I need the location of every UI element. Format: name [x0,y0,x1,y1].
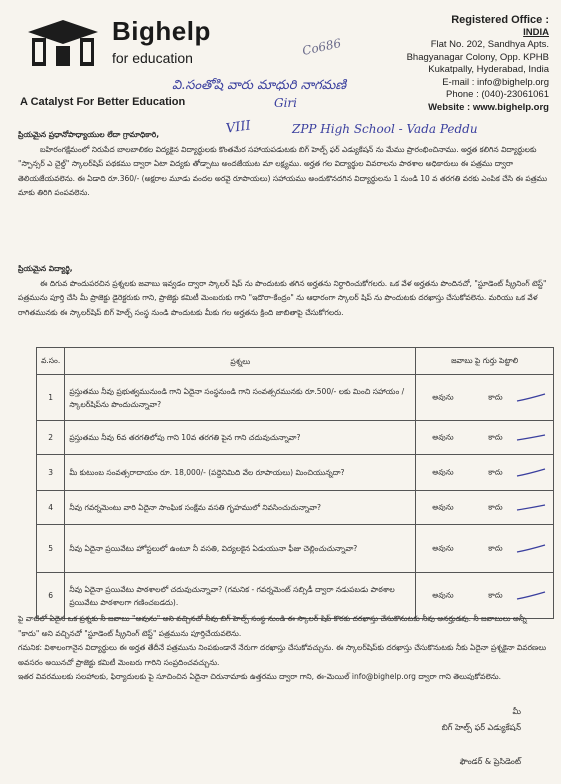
row-number: 3 [37,455,65,491]
answer-cell[interactable] [416,525,554,573]
student-section [18,262,548,320]
handwritten-tick-icon [516,433,546,443]
answer-no[interactable]: కాదు [488,392,503,401]
intro-section [18,128,548,201]
handwritten-school: ZPP High School - Vada Peddu [292,122,478,136]
table-row [37,491,554,525]
eligibility-table [36,347,554,619]
answer-no[interactable]: కాదు [488,432,503,441]
footer-paragraph-3: ఇతర వివరములకు సలహాలకు, ఫిర్యాదులకు పై సూచించిన ఏదైనా చిరునామాకు ఉత్తరము ద్వారా గాని, ఈ-మెయిల్ info@bighelp.org ద్వారా గాని తెలుపుకోవలెను. [18,672,502,681]
signature-org: బిగ్ హెల్ప్ ఫర్ ఎడ్యుకేషన్ [441,723,521,732]
header-questions: ప్రశ్నలు [65,348,416,375]
row-question: నీవు ఏదైనా ప్రయివేటు హోస్టలులో ఉంటూ నీ వసతి, విద్యలకైన ఏడుయునా ఫీజు చెల్లించుచున్నావా? [65,525,416,573]
answer-yes[interactable]: అవును [432,392,454,401]
answer-no[interactable]: కాదు [488,502,503,511]
office-line1: Flat No. 202, Sandhya Apts. [430,39,549,50]
intro-paragraph: బహిరంగక్షేమంలో నిరుపేద బాలబాలికల విద్యకైన విద్యార్థులకు కొంతమేర సహాయపడుటకు బిగ్ హెల్ప్ ఫర్ ఎడ్యుకేషన్ ను మేము ప్రారంభించినాము. అర్హత కలిగిన విద్యార్థులకు "స్పాన్సర్ ఎ చైల్డ్" స్కాలర్‌షిప్ పథకము ద్వారా ఏటా విద్యకు తోడ్పాటు అందజేయుట మా లక్ష్యము. అర్హత గల విద్యార్థుల వివరాలను పాఠశాల అధికారులు ఈ పత్రము ద్వారా తెలియజేయవలెను. ఈ ఏడాది రూ.360/- (అక్షరాల మూడు వందల అరవై రూపాయలు) సహాయము అందుకొనదగిన విద్యార్థులను 1 నుండి 10 వ తరగతి వరకు ఎంపిక చేసి ఈ పత్రము మాకు తిరిగి పంపవలెను. [18,144,548,197]
row-question: నీవు గవర్నమెంటు వారి ఏదైనా సాంఘిక సంక్షేమ వసతి గృహములో నివసించుచున్నావా? [65,491,416,525]
row-number: 5 [37,525,65,573]
answer-yes[interactable]: అవును [432,502,454,511]
footer-paragraph-2: గమనిక: విశాలంగానైన విద్యార్థులు ఈ అర్హత తేదీనే పత్రమును నింపకుండానే నేరుగా దరఖాస్తు చేసుకోవచ్చును. ఈ స్కాలర్‌షిప్‌కు దరఖాస్తు చేసుకొనుటకు నీకు ఏదైనా ప్రశ్నకైనా వివరణలు అవసరం అయినచో ప్రాజెక్టు కమిటీ మెంబరు గారిని సంప్రదించవచ్చును. [18,643,547,667]
row-number: 6 [37,573,65,619]
footer-section [18,612,548,685]
answer-no[interactable]: కాదు [488,590,503,599]
handwritten-tick-icon [516,468,546,478]
handwritten-tick-icon [516,544,546,554]
table-header-row [37,348,554,375]
office-website: Website : www.bighelp.org [428,101,549,113]
answer-cell[interactable] [416,491,554,525]
table-row [37,525,554,573]
brand-subtitle: for education [112,50,193,66]
registered-office [329,14,549,114]
table-row [37,455,554,491]
tagline: A Catalyst For Better Education [20,96,186,108]
answer-cell[interactable] [416,421,554,455]
signature-block [442,704,521,770]
answer-no[interactable]: కాదు [488,543,503,552]
answer-yes[interactable]: అవును [432,590,454,599]
salutation-headmaster: ప్రియమైన ప్రధానోపాధ్యాయుల లేదా గ్రామాధికారి, [18,130,160,139]
footer-paragraph-1: పై వాటిలో ఏదైన ఒక ప్రశ్నకు నీ జవాబు "అవును" అని వచ్చినచో నీవు బిగ్ హెల్ప్ సంస్థ నుండి ఈ స్కాలర్ షిప్ కొరకు దరఖాస్తు చేసుకొనుటకు నీవు అనర్హుడవు. నీ జవాబులు అన్నీ "కాదు" అని వచ్చినచో "స్టూడెంట్ స్క్రీనింగ్ టెస్ట్" పత్రమును పూర్తిచేయవలెను. [18,614,527,638]
row-number: 4 [37,491,65,525]
handwritten-tick-icon [516,393,546,403]
handwritten-tick-icon [516,503,546,513]
brand-name: Bighelp [112,16,211,46]
office-heading: Registered Office : [451,14,549,26]
student-paragraph: ఈ దిగువ పొందుపరచిన ప్రశ్నలకు జవాబు ఇవ్వడం ద్వారా స్కాలర్ షిప్ ను పొందుటకు తగిన అర్హతను నిర్ధారించుకోగలరు. ఒక వేళ అర్హతను పొందినచో, "స్టూడెంట్ స్క్రీనింగ్ టెస్ట్" పత్రమును పూర్తి చేసి మీ ప్రాజెక్టు డైరెక్టరుకు గాని, ప్రాజెక్టు కమిటీ మెంబరుకు గాని "ఇదొరా-కేంద్రం" ను ఆధారంగా స్కాలర్ షిప్ ను పొందుటకు దరఖాస్తు చేసుకోవలెను. మరియు ఒక వేళ రాగితమునకు ఈ స్కాలర్‌షిప్ బిగ్ హెల్ప్ సంస్థ నుండి పొందుటకు మీకు గల అర్హతను క్రింది జాబితాపై చేసుకోగలరు. [18,278,547,317]
office-line2: Bhagyanagar Colony, Opp. KPHB [406,51,549,63]
row-number: 2 [37,421,65,455]
office-country: INDIA [523,26,549,38]
handwritten-city: Giri [274,96,297,110]
signature-yours: మీ [512,707,521,716]
signature-title: ఫౌండర్ & ప్రెసిడెంట్ [459,757,521,766]
handwritten-tick-icon [516,591,546,601]
answer-no[interactable]: కాదు [488,467,503,476]
row-question: మీ కుటుంబ సంవత్సరాదాయం రూ. 18,000/- (పద్దెనిమిది వేల రూపాయలు) మించియున్నదా? [65,455,416,491]
handwritten-code: Co686 [300,36,343,58]
answer-cell[interactable] [416,455,554,491]
header-serial: వ.సం. [37,348,65,375]
handwritten-class: VIII [225,118,252,137]
answer-yes[interactable]: అవును [432,543,454,552]
office-line3: Kukatpally, Hyderabad, India [428,64,549,75]
office-email: E-mail : info@bighelp.org [442,76,549,88]
answer-yes[interactable]: అవును [432,432,454,441]
row-question: నీవు ఏదైనా ప్రయివేటు పాఠశాలలో చదువుచున్నావా? (గమనిక - గవర్నమెంట్ సబ్సిడీ ద్వారా నడుపబడు పాఠశాల ప్రయివేటు పాఠశాలగా గణించబడదు). [65,573,416,619]
table-row [37,421,554,455]
bighelp-logo-icon [24,18,102,70]
handwritten-student-name: వి.సంతోషి వారు మాధురి నాగమణి [172,78,347,93]
header-answer: జవాబు పై గుర్తు పెట్టాలి [416,348,554,375]
table-row [37,375,554,421]
office-phone: Phone : (040)-23061061 [446,89,549,100]
row-question: ప్రస్తుతము నీవు ప్రభుత్వమునుండి గాని ఏదైనా సంస్థనుండి గాని సంవత్సరమునకు రూ.500/- లకు మించి సహాయం / స్కాలర్‌షిప్‌ను పొందుచున్నావా? [65,375,416,421]
salutation-student: ప్రియమైన విద్యార్థి, [18,264,73,273]
row-number: 1 [37,375,65,421]
answer-cell[interactable] [416,375,554,421]
answer-yes[interactable]: అవును [432,467,454,476]
row-question: ప్రస్తుతము నీవు 6వ తరగతిలోపు గాని 10వ తరగతి పైన గాని చదువుచున్నావా? [65,421,416,455]
